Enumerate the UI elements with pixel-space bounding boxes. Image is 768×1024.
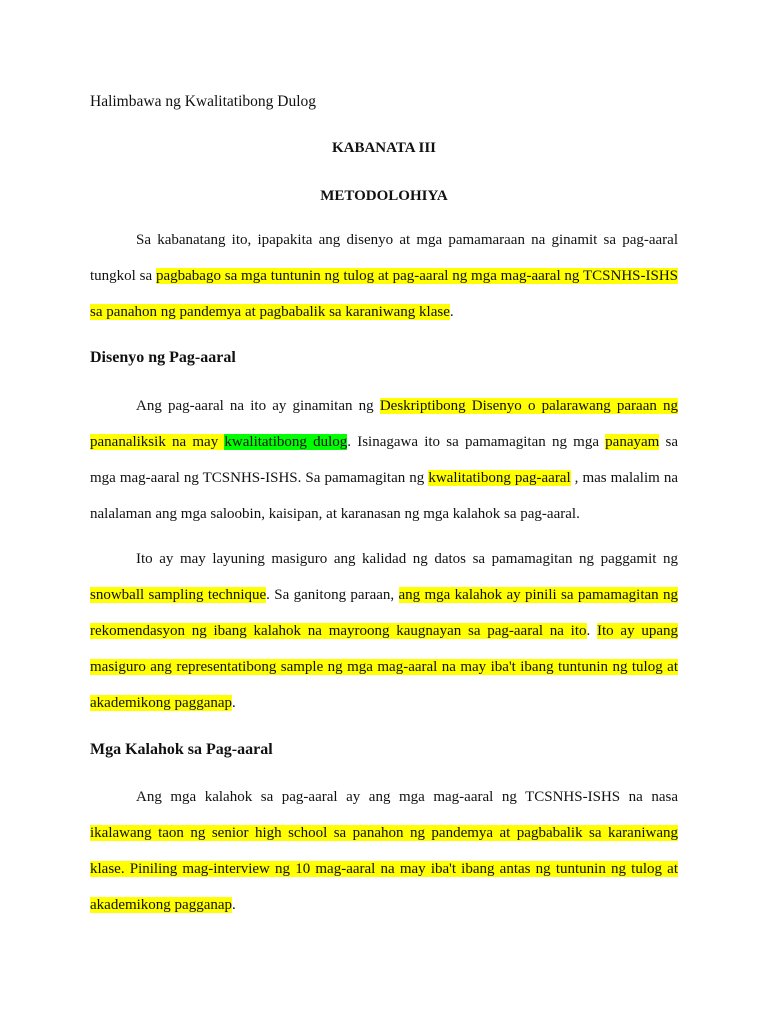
kalahok-p1-highlight-1: ikalawang taon ng senior high school sa panahon ng pandemya at pagbabalik sa karaniwang klase. Piniling mag-interview ng 10 mag-aaral na may iba't ibang antas ng tuntunin ng tulog at akademikong pagganap <box>90 825 678 913</box>
intro-highlight-1: pagbabago sa mga tuntunin ng tulog at pag-aaral ng mga mag-aaral ng TCSNHS-ISHS sa panahon ng pandemya at pagbabalik sa karaniwang klase <box>90 268 678 320</box>
disenyo-p1-highlight-3: kwalitatibong pag-aaral <box>428 470 571 486</box>
chapter-number: KABANATA III <box>331 140 437 156</box>
disenyo-p2-text-4: . <box>232 695 236 711</box>
disenyo-paragraph-2 <box>90 541 678 721</box>
disenyo-p1-text-2: . Isinagawa ito sa pamamagitan ng mga <box>347 434 606 450</box>
section-heading-disenyo: Disenyo ng Pag-aaral <box>90 349 236 366</box>
section-heading-kalahok: Mga Kalahok sa Pag-aaral <box>90 741 273 758</box>
disenyo-p2-text-1: Ito ay may layuning masiguro ang kalidad ng datos sa pamamagitan ng paggamit ng <box>136 551 678 567</box>
disenyo-paragraph-1 <box>90 388 678 532</box>
disenyo-p2-highlight-3: Ito ay upang masiguro ang representatibong sample ng mga mag-aaral na may iba't ibang tuntunin ng tulog at akademikong pagganap <box>90 623 678 711</box>
disenyo-p1-text-1: Ang pag-aaral na ito ay ginamitan ng <box>136 398 380 414</box>
disenyo-p1-highlight-green: kwalitatibong dulog <box>224 434 348 450</box>
kalahok-p1-text-2: . <box>232 897 236 913</box>
intro-text-1: Sa kabanatang ito, ipapakita ang disenyo at mga pamamaraan na ginamit sa pag-aaral tungkol sa <box>90 232 678 284</box>
intro-paragraph <box>90 222 678 330</box>
disenyo-p1-highlight-1: Deskriptibong Disenyo o palarawang paraan ng pananaliksik na may <box>90 398 678 450</box>
disenyo-p2-text-3: . <box>586 623 598 639</box>
disenyo-p2-highlight-1: snowball sampling technique <box>90 587 267 603</box>
disenyo-p1-text-4: , mas malalim na nalalaman ang mga saloobin, kaisipan, at karanasan ng mga kalahok sa pag-aaral. <box>90 470 678 522</box>
disenyo-p1-text-3: sa mga mag-aaral ng TCSNHS-ISHS. Sa pamamagitan ng <box>90 434 679 486</box>
chapter-title: METODOLOHIYA <box>320 188 448 204</box>
kalahok-paragraph-1 <box>90 779 678 923</box>
disenyo-p1-highlight-2: panayam <box>605 434 660 450</box>
disenyo-p2-highlight-2: ang mga kalahok ay pinili sa pamamagitan ng rekomendasyon ng ibang kalahok na mayroong kaugnayan sa pag-aaral na ito <box>90 587 678 639</box>
kalahok-p1-text-1: Ang mga kalahok sa pag-aaral ay ang mga mag-aaral ng TCSNHS-ISHS na nasa <box>136 789 678 805</box>
disenyo-p2-text-2: . Sa ganitong paraan, <box>266 587 399 603</box>
intro-text-2: . <box>449 304 454 320</box>
pre-title: Halimbawa ng Kwalitatibong Dulog <box>90 93 316 110</box>
